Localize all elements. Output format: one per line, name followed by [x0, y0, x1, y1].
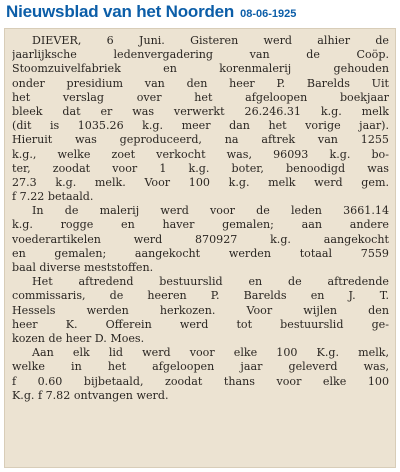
- article-paragraph: [12, 204, 389, 275]
- article-line: Hieruit was geproduceerd, na aftrek van 1255: [12, 133, 389, 147]
- article-line: k.g. rogge en haver gemalen; aan andere: [12, 218, 389, 232]
- article-line: onder presidium van den heer P. Barelds Uit: [12, 76, 389, 90]
- publication-date: 08-06-1925: [240, 8, 297, 20]
- article-line: het verslag over het afgeloopen boekjaar: [12, 90, 389, 104]
- article-line: Het aftredend bestuurslid en de aftredende: [32, 275, 389, 289]
- article-line: baal diverse meststoffen.: [12, 261, 154, 274]
- article-line: heer K. Offerein werd tot bestuurslid ge-: [12, 317, 389, 331]
- article-line: (dit is 1035.26 k.g. meer dan het vorige jaar).: [12, 119, 389, 133]
- article-line: kozen de heer D. Moes.: [12, 331, 145, 345]
- article-line: Hessels werden herkozen. Voor wijlen den: [12, 303, 389, 317]
- article-line: Aan elk lid werd voor elke 100 K.g. melk,: [32, 346, 389, 360]
- article-line: Stoomzuivelfabriek en korenmalerij gehouden: [12, 62, 389, 76]
- article-line: In de malerij werd voor de leden 3661.14: [32, 204, 389, 218]
- article-paragraph: [12, 346, 389, 403]
- article-line: en gemalen; aangekocht werden totaal 7559: [12, 246, 389, 260]
- newspaper-header: [6, 2, 296, 26]
- article-line: bleek dat er was verwerkt 26.246.31 k.g. melk: [12, 104, 389, 118]
- article-line: 27.3 k.g. melk. Voor 100 k.g. melk werd gem.: [12, 175, 389, 189]
- article-line: f 7.22 betaald.: [12, 190, 94, 204]
- article-paragraph: [12, 275, 389, 346]
- article-line: f 0.60 bijbetaald, zoodat thans voor elke 100: [12, 374, 389, 388]
- article-line: welke in het afgeloopen jaar geleverd was,: [12, 360, 389, 374]
- article-line: DIEVER, 6 Juni. Gisteren werd alhier de: [32, 34, 389, 47]
- newspaper-title: Nieuwsblad van het Noorden: [6, 2, 235, 21]
- newspaper-clipping: [4, 28, 396, 468]
- article-line: voederartikelen werd 870927 k.g. aangekocht: [12, 232, 389, 246]
- article-line: commissaris, de heeren P. Barelds en J. T.: [12, 289, 389, 303]
- article-line: ter, zoodat voor 1 k.g. boter, benoodigd was: [12, 161, 389, 175]
- article-line: k.g., welke zoet verkocht was, 96093 k.g. bo-: [12, 147, 389, 161]
- article-line: jaarlijksche ledenvergadering van de Coöp.: [12, 48, 389, 62]
- article-paragraph: [12, 34, 389, 204]
- article-line: K.g. f 7.82 ontvangen werd.: [12, 388, 169, 402]
